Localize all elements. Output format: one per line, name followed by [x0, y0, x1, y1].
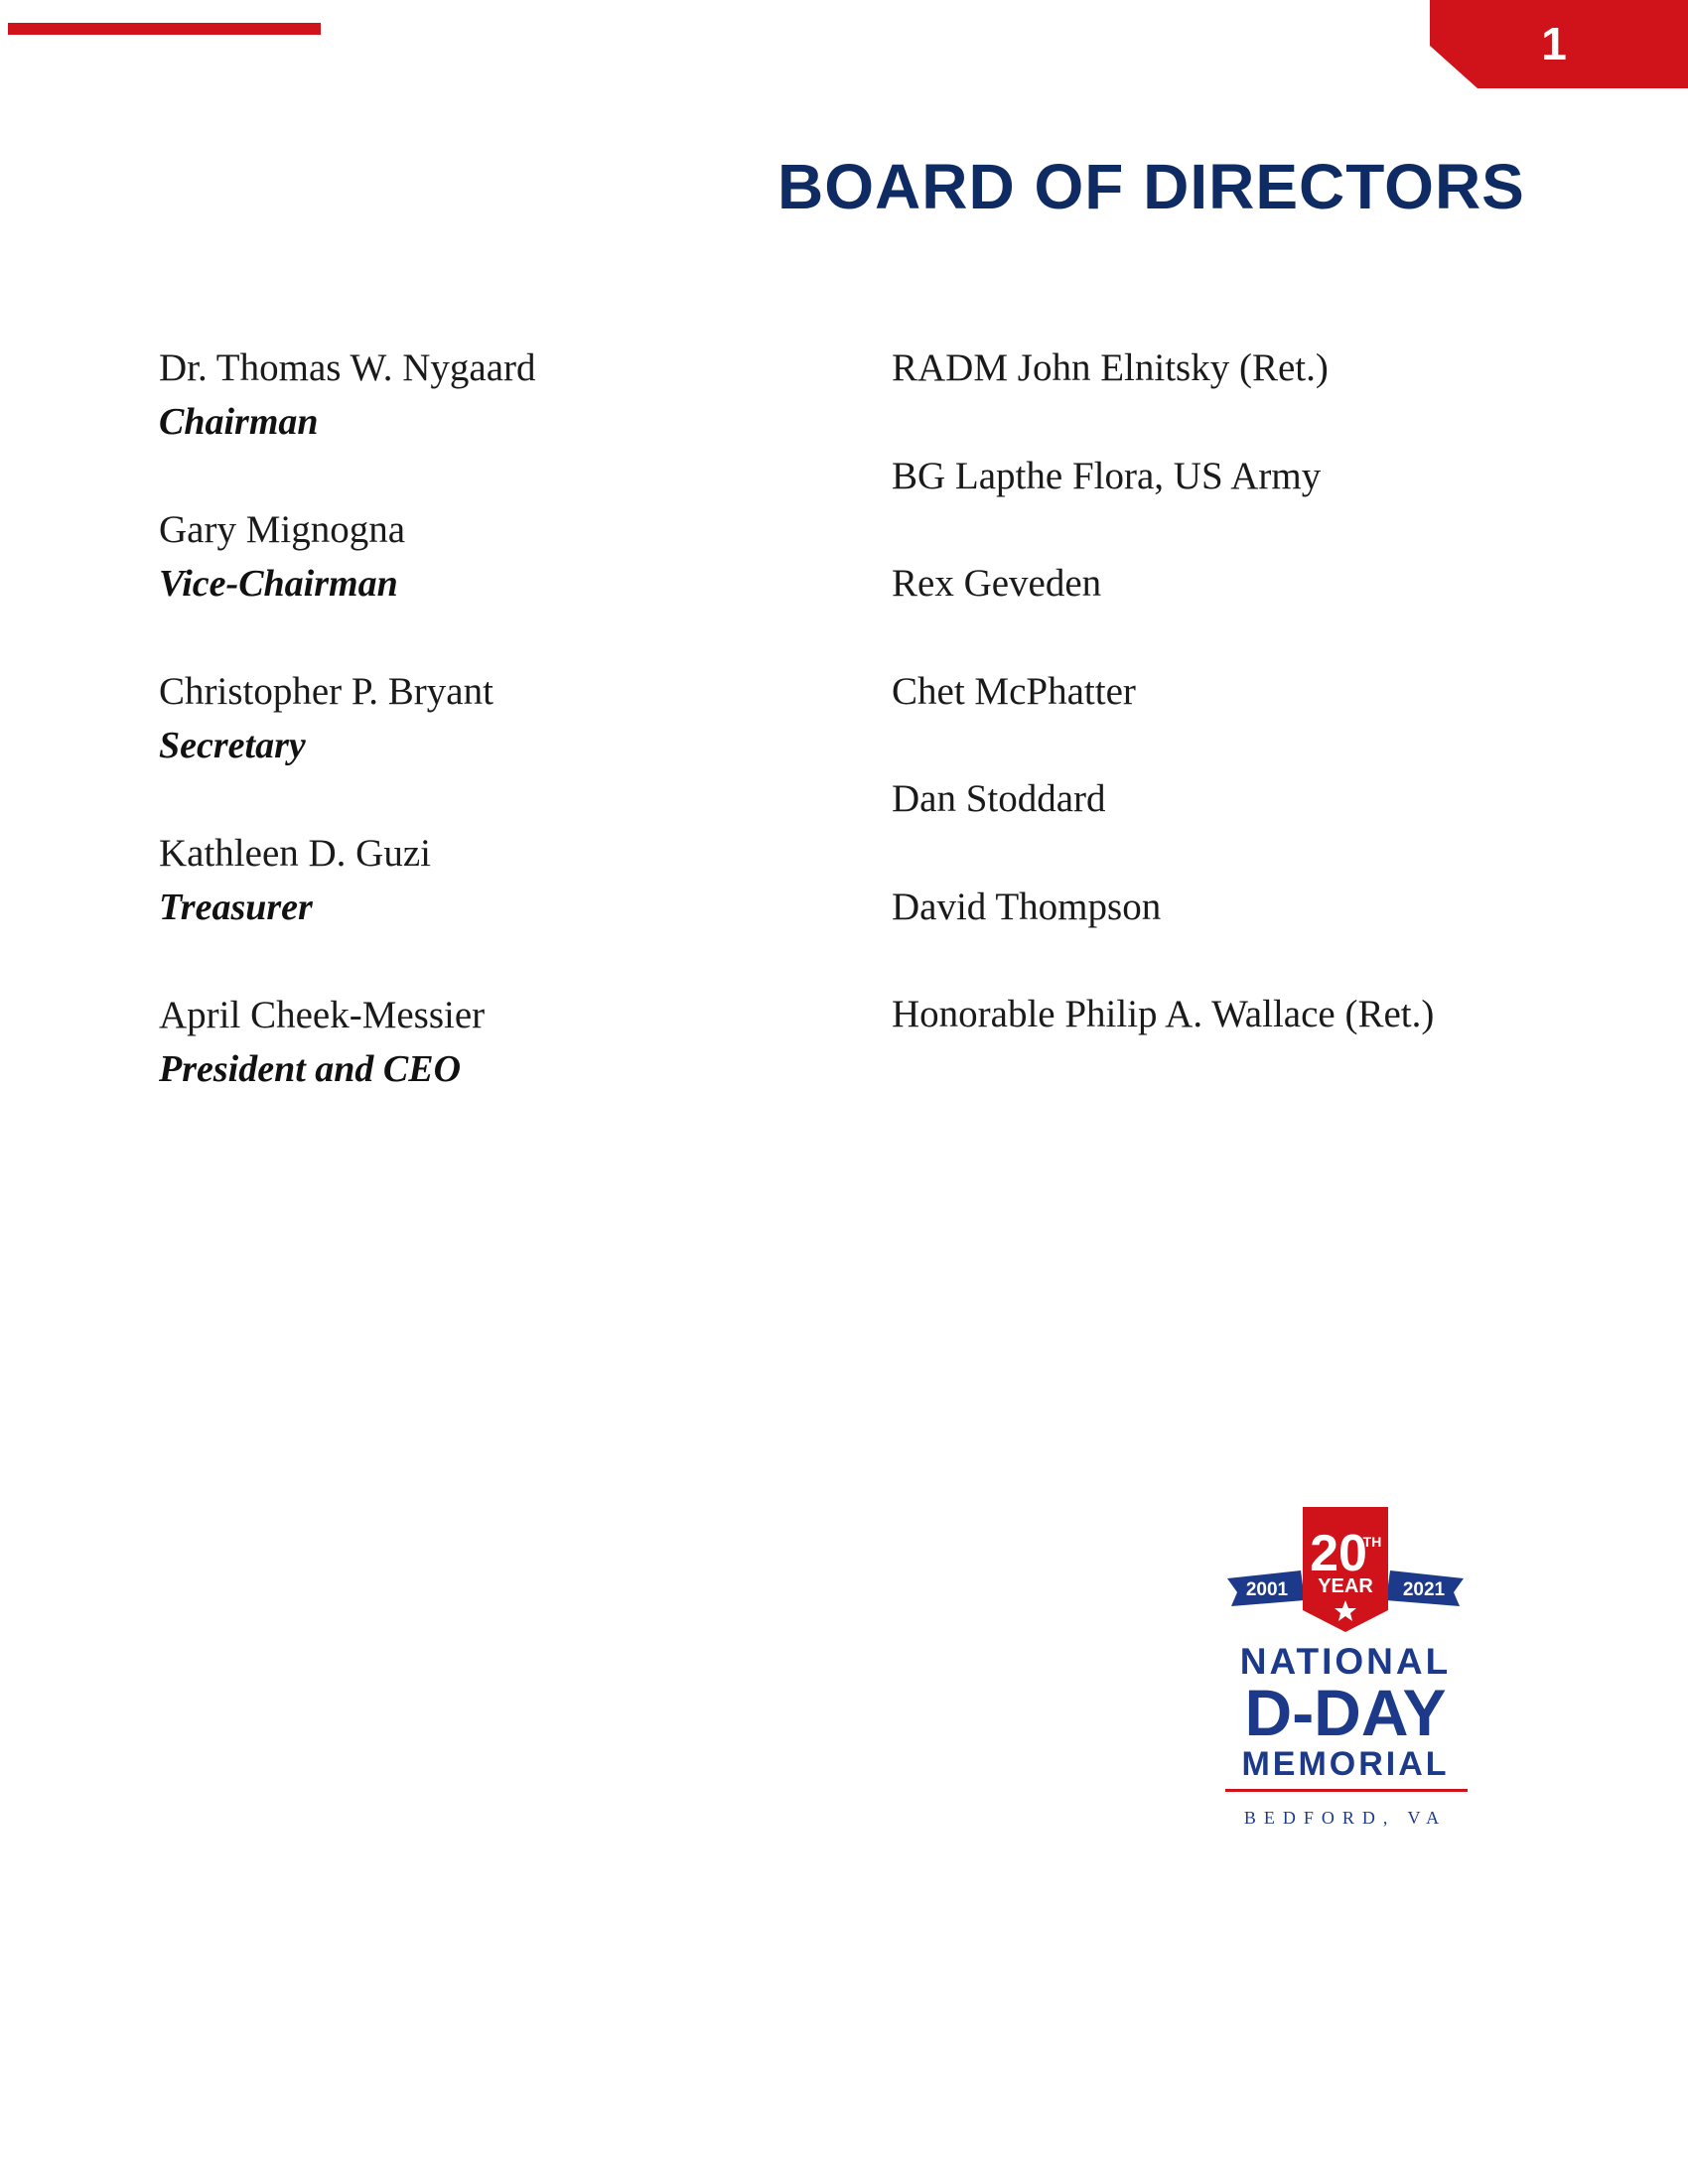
officer-name: Christopher P. Bryant [159, 670, 493, 713]
officer-title: Vice-Chairman [159, 563, 398, 605]
officer-title: Chairman [159, 401, 319, 443]
director-name: David Thompson [892, 885, 1162, 928]
logo-line-national: NATIONAL [1239, 1641, 1452, 1682]
director-entry [892, 881, 1434, 989]
national-d-day-memorial-logo [1223, 1507, 1481, 1844]
anniversary-number: 20 [1310, 1525, 1367, 1582]
director-entry [892, 772, 1434, 881]
officers-column [159, 341, 536, 1151]
year-end: 2021 [1402, 1579, 1446, 1600]
page-title: BOARD OF DIRECTORS [777, 151, 1525, 222]
director-name: Dan Stoddard [892, 777, 1106, 820]
director-name: Honorable Philip A. Wallace (Ret.) [892, 993, 1435, 1035]
anniversary-badge-icon [1223, 1507, 1468, 1646]
page-number: 1 [1541, 18, 1567, 69]
director-entry [892, 450, 1434, 558]
director-name: Rex Geveden [892, 562, 1102, 605]
logo-line-d-day: D-DAY [1244, 1676, 1447, 1749]
officer-name: Dr. Thomas W. Nygaard [159, 346, 536, 389]
director-name: RADM John Elnitsky (Ret.) [892, 346, 1329, 389]
top-accent-rule [8, 23, 321, 35]
officer-entry [159, 665, 536, 827]
director-name: BG Lapthe Flora, US Army [892, 454, 1322, 497]
director-entry [892, 557, 1434, 665]
officer-title: Secretary [159, 725, 306, 766]
logo-divider [1225, 1789, 1468, 1792]
directors-column [892, 341, 1434, 1096]
officer-name: April Cheek-Messier [159, 994, 486, 1036]
officer-entry [159, 989, 536, 1151]
logo-line-memorial: MEMORIAL [1241, 1745, 1450, 1783]
officer-title: Treasurer [159, 887, 313, 928]
anniversary-word: YEAR [1318, 1575, 1373, 1597]
director-entry [892, 341, 1434, 450]
logo-location: BEDFORD, VA [1243, 1808, 1448, 1828]
officer-entry [159, 341, 536, 503]
officer-name: Gary Mignogna [159, 508, 406, 551]
officer-name: Kathleen D. Guzi [159, 832, 431, 875]
year-start: 2001 [1245, 1579, 1289, 1600]
officer-entry [159, 503, 536, 665]
director-name: Chet McPhatter [892, 669, 1136, 713]
director-entry [892, 665, 1434, 773]
director-entry [892, 988, 1434, 1096]
officer-entry [159, 827, 536, 989]
officer-title: President and CEO [159, 1048, 462, 1090]
anniversary-suffix: TH [1362, 1534, 1382, 1550]
